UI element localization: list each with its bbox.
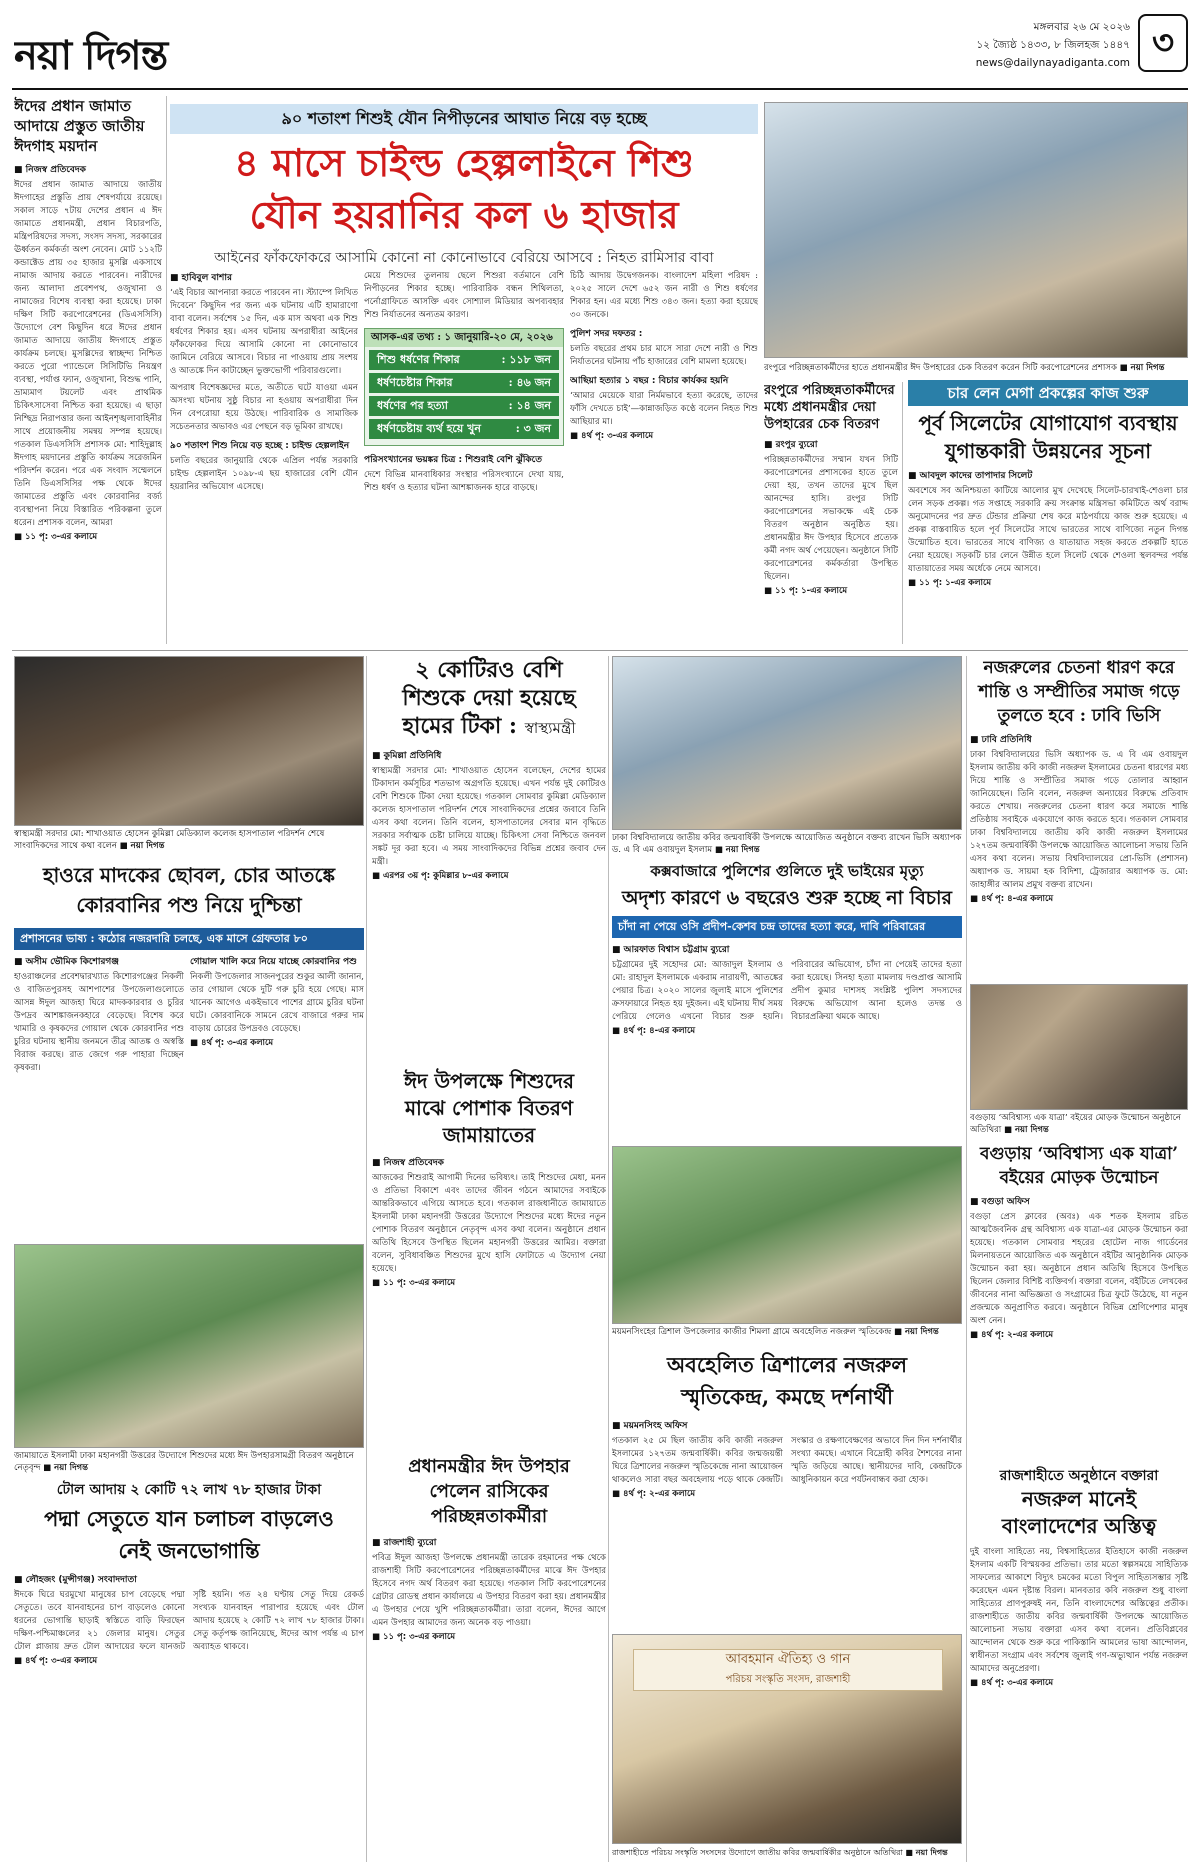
haor-inline-head: গোয়াল খালি করে নিয়ে যাচ্ছে কোরবানির পশু	[190, 957, 357, 967]
du-photo	[612, 656, 962, 830]
pm-gift-cont[interactable]: ■ ১১ পৃ: ৩-এর কলামে	[372, 1632, 456, 1642]
helpline-headline-2[interactable]: যৌন হয়রানির কল ৬ হাজার	[249, 192, 679, 237]
du-photo-caption	[612, 832, 962, 858]
rangpur-article	[764, 382, 898, 644]
four-lane-byline: ■ আবদুল কাদের তাপাদার সিলেট	[908, 471, 1033, 481]
stats-label: শিশু ধর্ষণের শিকার	[377, 353, 460, 366]
padma-headline-2[interactable]: নেই জনভোগান্তি	[118, 1538, 260, 1563]
stats-row	[369, 373, 559, 393]
eid-clothes-article	[372, 1068, 606, 1448]
police-byline: ■ আরফাত বিশ্বাস চট্টগ্রাম ব্যুরো	[612, 945, 730, 955]
four-lane-band: চার লেন মেগা প্রকল্পের কাজ শুরু	[908, 380, 1188, 406]
four-lane-article	[908, 468, 1188, 644]
jamaat-photo-caption	[14, 1450, 364, 1476]
nazrul-bd-headline-1[interactable]: নজরুল মানেই	[1021, 1487, 1137, 1511]
stats-value: : ৪৬ জন	[508, 376, 551, 389]
measles-headline-3[interactable]	[372, 712, 606, 742]
helpline-inline-head-1: ৯০ শতাংশ শিশু নিয়ে বড় হচ্ছে : চাইল্ড হেল্পলাইন	[170, 441, 350, 451]
caption-text: স্বাস্থ্যমন্ত্রী সরদার মো: শাখাওয়াত হোসেন কুমিল্লা মেডিক্যাল কলেজ হাসপাতাল পরিদর্শন শেষে সাংবাদিকদের সাথে কথা বলেন	[14, 829, 325, 851]
helpline-col-1	[170, 270, 358, 644]
measles-headline-tail: স্বাস্থ্যমন্ত্রী	[524, 719, 576, 737]
haor-cont[interactable]: ■ ৪র্থ পৃ: ৩-এর কলামে	[190, 1038, 274, 1048]
page-number: ৩	[1138, 14, 1188, 72]
eid-clothes-headline-3[interactable]: জামায়াতের	[442, 1123, 536, 1147]
rangpur-photo	[764, 102, 1188, 358]
rajshahi-photo-caption	[612, 1846, 962, 1860]
eid-jamaat-byline: ■ নিজস্ব প্রতিবেদক	[14, 165, 86, 175]
pm-gift-byline: ■ রাজশাহী ব্যুরো	[372, 1538, 437, 1548]
nazrul-center-photo-caption	[612, 1326, 962, 1340]
nazrul-du-body: ঢাকা বিশ্ববিদ্যালয়ের ভিসি অধ্যাপক ড. এ বি এম ওবায়দুল ইসলাম জাতীয় কবি কাজী নজরুল ইসলামের চেতনা ধারণের মধ্য দিয়ে শান্তি ও সম্প্রীতির সমাজ গড়ে তোলার আহ্বান জানিয়েছেন। তিনি বলেন, নজরুল অন্যায়ের বিরুদ্ধে প্রতিবাদ করতে শেখায়। নজরুলের চেতনা ধারণ করে সমাজে শান্তি প্রতিষ্ঠায় সবাইকে একযোগে কাজ করতে হবে। গতকাল সোমবার ঢাকা বিশ্ববিদ্যালয়ে জাতীয় কবি কাজী নজরুল ইসলামের ১২৭তম জন্মবার্ষিকী উপলক্ষে আয়োজিত আলোচনা সভায় তিনি এসব কথা বলেন। সভায় বিশ্ববিদ্যালয়ের প্রো-ভিসি (প্রশাসন) অধ্যাপক ড. সায়মা হক বিদিশা, ট্রেজারার অধ্যাপক ড. মো: জাহাঙ্গীর আলম প্রমুখ বক্তব্য রাখেন।	[970, 750, 1188, 890]
caption-credit: ■ নয়া দিগন্ত	[1119, 363, 1165, 373]
pm-gift-headline-3[interactable]: পরিচ্ছন্নতাকর্মীরা	[430, 1506, 548, 1527]
eid-clothes-body: আজকের শিশুরাই আগামী দিনের ভবিষ্যৎ। তাই শিশুদের মেধা, মনন ও প্রতিভা বিকাশে এবং তাদের জীবন গঠনে আমাদের সবাইকে আন্তরিকভাবে এগিয়ে আসতে হবে। গতকাল রাজধানীতে জামায়াতে ইসলামী ঢাকা মহানগরী উত্তরের উদ্যোগে শিশুদের মধ্যে ঈদের নতুন পোশাক বিতরণ অনুষ্ঠানে নেতৃবৃন্দ এসব কথা বলেন। অনুষ্ঠানে প্রধান অতিথি হিসেবে উপস্থিত ছিলেন মহানগরী উত্তরের আমির। বক্তারা বলেন, সুবিধাবঞ্চিত শিশুদের মুখে হাসি ফোটাতে এ উদ্যোগ নেয়া হয়েছে।	[372, 1173, 606, 1274]
caption-text: জামায়াতে ইসলামী ঢাকা মহানগরী উত্তরের উদ্যোগে শিশুদের মধ্যে ঈদ উপহারসামগ্রী বিতরণ অনুষ্ঠানে নেতৃবৃন্দ	[14, 1451, 354, 1473]
eid-jamaat-headline[interactable]: ঈদের প্রধান জামাত আদায়ে প্রস্তুত জাতীয় ঈদগাহ ময়দান	[14, 97, 145, 155]
nazrul-center-byline: ■ ময়মনসিংহ অফিস	[612, 1421, 688, 1431]
masthead-logo[interactable]	[14, 24, 254, 84]
stats-value: : ১১৮ জন	[501, 353, 551, 366]
bogura-body: বগুড়া প্রেস ক্লাবের (অবঃ) এক শতক ইসলাম রচিত আত্মজৈবনিক গ্রন্থ অবিশ্বাস্য এক যাত্রা-এর মোড়ক উন্মোচন করা হয়েছে। গতকাল সোমবার শহরের হোটেল নাজ গার্ডেনের মিলনায়তনে আয়োজিত এক অনুষ্ঠানে বইটির আনুষ্ঠানিক মোড়ক উন্মোচন করা হয়। অনুষ্ঠানে প্রধান অতিথি হিসেবে উপস্থিত ছিলেন জেলার বিশিষ্ট ব্যক্তিবর্গ। বক্তারা বলেন, বইটিতে লেখকের জীবনের নানা অভিজ্ঞতা ও সংগ্রামের চিত্র ফুটে উঠেছে, যা নতুন প্রজন্মকে অনুপ্রাণিত করবে। অনুষ্ঠানে বিভিন্ন শ্রেণিপেশার মানুষ অংশ নেন।	[970, 1212, 1188, 1326]
column-divider	[902, 382, 903, 644]
email[interactable]: news@dailynayadiganta.com	[975, 57, 1130, 69]
measles-body: স্বাস্থ্যমন্ত্রী সরদার মো: শাখাওয়াত হোসেন বলেছেন, দেশের হামের টিকাদান কর্মসূচির শতভাগ অগ্রগতি হয়েছে। এখন পর্যন্ত দুই কোটিরও বেশি শিশুকে টিকা দেয়া হয়েছে। গতকাল সোমবার কুমিল্লা মেডিক্যাল কলেজ হাসপাতাল পরিদর্শন শেষে সাংবাদিকদের প্রশ্নের জবাবে তিনি এসব কথা বলেন। তিনি বলেন, হাসপাতালের সেবার মান বৃদ্ধিতে সরকার সর্বাত্মক চেষ্টা চালিয়ে যাচ্ছে। চিকিৎসা সেবা নিশ্চিতে জনবল সঙ্কট দূর করা হবে। এ সময় সাংবাদিকদের বিভিন্ন প্রশ্নের জবাব দেন মন্ত্রী।	[372, 766, 606, 867]
stats-title: আসক-এর তথ্য : ১ জানুয়ারি-২০ মে, ২০২৬	[365, 329, 563, 347]
haor-col-2	[190, 954, 364, 1238]
caption-text: বগুড়ায় ‘অবিশ্বাস্য এক যাত্রা’ বইয়ের মোড়ক উন্মোচন অনুষ্ঠানে অতিথিরা	[970, 1113, 1181, 1135]
police-body: চট্টগ্রামের দুই সহোদর মো: আজাদুল ইসলাম ও মো: রাহাদুল ইসলামকে একরাম নারায়ণী, আতঙ্কের পেয়ার চিত্র। ২০২০ সালের জুলাই মাসে পুলিশের ক্রসফায়ারে নিহত হয় দুইজন। এই ঘটনায় দীর্ঘ সময় পেরিয়ে গেলেও এখনো বিচার শুরু হয়নি। পরিবারের অভিযোগ, চাঁদা না পেয়েই তাদের হত্যা করা হয়েছে। সিনহা হত্যা মামলায় দণ্ডপ্রাপ্ত আসামি প্রদীপ কুমার দাশসহ সংশ্লিষ্ট পুলিশ সদস্যদের বিরুদ্ধে অভিযোগ আনা হলেও তদন্ত ও বিচারপ্রক্রিয়া থমকে আছে।	[612, 960, 962, 1022]
padma-headline-1[interactable]: পদ্মা সেতুতে যান চলাচল বাড়লেও	[44, 1506, 334, 1531]
measles-cont[interactable]: ■ এরপর ৩য় পৃ: কুমিল্লার ৮-এর কলামে	[372, 871, 509, 881]
caption-credit: ■ নয়া দিগন্ত	[893, 1327, 939, 1337]
stats-row	[369, 350, 559, 370]
pm-gift-headline-1[interactable]: প্রধানমন্ত্রীর ঈদ উপহার	[408, 1456, 570, 1477]
caption-text: ময়মনসিংহের ত্রিশাল উপজেলার কাজীর শিমলা গ্রামে অবহেলিত নজরুল স্মৃতিকেন্দ্র	[612, 1327, 892, 1337]
nazrul-du-headline-2[interactable]: শান্তি ও সম্প্রীতির সমাজ গড়ে	[978, 682, 1180, 702]
four-lane-headline-1[interactable]: পূর্ব সিলেটের যোগাযোগ ব্যবস্থায়	[918, 411, 1178, 435]
nazrul-center-body: গতকাল ২৫ মে ছিল জাতীয় কবি কাজী নজরুল ইসলামের ১২৭তম জন্মবার্ষিকী। কবির জন্মজয়ন্তী ঘিরে ত্রিশালের নজরুল স্মৃতিকেন্দ্রে নানা আয়োজন থাকলেও সারা বছর অবহেলায় পড়ে থাকে কেন্দ্রটি। সংস্কার ও রক্ষণাবেক্ষণের অভাবে দিন দিন দর্শনার্থীর সংখ্যা কমছে। এখানে বিদ্রোহী কবির শৈশবের নানা স্মৃতি জড়িয়ে আছে। স্থানীয়দের দাবি, কেন্দ্রটিকে আধুনিকায়ন করে পর্যটনবান্ধব করা হোক।	[612, 1436, 962, 1485]
nazrul-bd-article	[970, 1466, 1188, 1860]
nazrul-bd-kicker: রাজশাহীতে অনুষ্ঠানে বক্তারা	[999, 1468, 1159, 1484]
haor-body-2: নিকলী উপজেলার সাজনপুরের শুকুর আলী জানান, তার গোয়াল থেকে দুটি গরু চুরি হয়ে গেছে। মাস খানেক আগেও একইভাবে পাশের গ্রামে চুরির ঘটনা ঘটে। কোরবানিকে সামনে রেখে বাজারে গরুর দাম বাড়ায় চোরের উপদ্রবও বেড়েছে।	[190, 972, 364, 1034]
police-article	[612, 942, 962, 1142]
masthead-rule	[12, 88, 1188, 90]
measles-headline-3-text: হামের টিকা :	[402, 713, 518, 739]
helpline-cont[interactable]: ■ ৪র্থ পৃ: ৩-এর কলামে	[570, 431, 654, 441]
column-divider	[166, 96, 167, 644]
pm-gift-headline-2[interactable]: পেলেন রাসিকের	[429, 1481, 549, 1502]
book-photo	[970, 984, 1188, 1110]
nazrul-center-headline-1[interactable]: অবহেলিত ত্রিশালের নজরুল	[666, 1352, 908, 1377]
nazrul-bd-headline-2[interactable]: বাংলাদেশের অস্তিত্ব	[1001, 1514, 1157, 1538]
four-lane-body: অবশেষে সব অনিশ্চয়তা কাটিয়ে আলোর মুখ দেখেছে সিলেট-চারখাই-শেওলা চার লেন সড়ক প্রকল্প। গত সপ্তাহে সরকারি ক্রয় সংক্রান্ত মন্ত্রিসভা কমিটিতে অর্থ বরাদ্দ অনুমোদনের পর দ্রুত টেন্ডার প্রক্রিয়া শেষ করে মাঠপর্যায়ে কাজ শুরু হয়েছে। এ প্রকল্প বাস্তবায়িত হলে পূর্ব সিলেটের সাথে ভারতের সাথে বাণিজ্যে নতুন দিগন্ত উন্মোচিত হবে। ভারতের সাথে বাণিজ্য ও যাতায়াত সহজ করতে প্রকল্পটি হাতে নেয়া হয়েছে। সড়কটি চার লেনে উন্নীত হলে সিলেট থেকে শেওলা স্থলবন্দর পর্যন্ত যাতায়াতের সময় অর্ধেকে নেমে আসবে।	[908, 486, 1188, 574]
banner-org: পরিচয় সংস্কৃতি সংসদ, রাজশাহী	[725, 1674, 851, 1685]
column-divider	[608, 656, 609, 1862]
helpline-body-4: মেয়ে শিশুদের তুলনায় ছেলে শিশুরা বর্তমানে বেশি নিপীড়নের শিকার হচ্ছে। পারিবারিক বন্ধন শিথিলতা, পর্নোগ্রাফিতে আসক্তি এবং সোশ্যাল মিডিয়ার অপব্যবহার শিশু নির্যাতনের অন্যতম কারণ।	[364, 271, 564, 320]
ask-stats-box	[364, 328, 564, 446]
caption-text: ঢাকা বিশ্ববিদ্যালয়ে জাতীয় কবির জন্মবার্ষিকী উপলক্ষে আয়োজিত অনুষ্ঠানে বক্তব্য রাখেন ভিসি অধ্যাপক ড. এ বি এম ওবায়দুল ইসলাম	[612, 833, 962, 855]
haor-band: প্রশাসনের ভাষ্য : কঠোর নজরদারি চলছে, এক মাসে গ্রেফতার ৮০	[14, 928, 364, 950]
four-lane-cont[interactable]: ■ ১১ পৃ: ১-এর কলামে	[908, 578, 992, 588]
stats-value: : ১৪ জন	[508, 399, 551, 412]
eid-clothes-cont[interactable]: ■ ১১ পৃ: ৩-এর কলামে	[372, 1278, 456, 1288]
helpline-body-7: চলতি বছরের প্রথম চার মাসে সারা দেশে নারী ও শিশু নির্যাতনের ঘটনায় পাঁচ হাজারের বেশি মামলা হয়েছে।	[570, 344, 758, 367]
jamaat-photo	[14, 1244, 364, 1448]
caption-credit: ■ নয়া দিগন্ত	[119, 841, 165, 851]
rangpur-cont[interactable]: ■ ১১ পৃ: ১-এর কলামে	[764, 586, 848, 596]
masthead-meta	[800, 18, 1130, 72]
padma-byline: ■ লৌহজং (মুন্সীগঞ্জ) সংবাদদাতা	[14, 1575, 137, 1585]
padma-article	[14, 1572, 364, 1862]
helpline-kicker: ৯০ শতাংশ শিশুই যৌন নিপীড়নের আঘাত নিয়ে বড় হচ্ছে	[170, 104, 758, 134]
eid-jamaat-body: ঈদের প্রধান জামাত আদায়ে জাতীয় ঈদগাহের প্রস্তুতি প্রায় শেষপর্যায়ে রয়েছে। সকাল সাড়ে ৭টায় দেশের প্রধান এ ঈদ জামাতে প্রধানমন্ত্রী, প্রধান বিচারপতি, মন্ত্রিপরিষদের সদস্য, সংসদ সদস্য, সরকারের ঊর্ধ্বতন কর্মকর্তা অংশ নেবেন। মোট ১১২টি কন্ডাক্টেড প্রায় ৩৫ হাজার মুসল্লি একসাথে নামাজ আদায় করতে পারবেন। নারীদের জন্য আলাদা প্রবেশপথ, ওজুখানা ও নামাজের বিশেষ ব্যবস্থা করা হয়েছে। ঢাকা দক্ষিণ সিটি করপোরেশনের (ডিএসসিসি) উদ্যোগে বেশ কিছুদিন ধরে ঈদের প্রধান জামাত আদায়ে জাতীয় ঈদগাহে প্রস্তুত কার্যক্রম চলছে। মুসল্লিদের স্বাচ্ছন্দ্য নিশ্চিত করতে পুরো প্যান্ডেলে সিসিটিভি নিয়ন্ত্রণ ব্যবস্থা, পর্যাপ্ত ফ্যান, ওজুখানা, বিশুদ্ধ পানি, ভ্রাম্যমাণ টয়লেট এবং প্রাথমিক চিকিৎসাসেবা নিশ্চিত করা হয়েছে। এ ছাড়া নিশ্ছিদ্র নিরাপত্তার জন্য আইনশৃঙ্খলাবাহিনীর সাথে প্রয়োজনীয় সমন্বয় সম্পন্ন হয়েছে। গতকাল ডিএসসিসি প্রশাসক মো: শাহিদুল্লাহ ঈদগাহ ময়দানের প্রস্তুতি কার্যক্রম সরেজমিন পরিদর্শন করেন। পরে এক সংবাদ সম্মেলনে তিনি ডিএসসিসির পক্ষ থেকে ঈদের জামাতের প্রস্তুতি এবং কোরবানির বর্জ্য ব্যবস্থাপনা নিয়ে বিস্তারিত পরিকল্পনা তুলে ধরেন। প্রশাসক বলেন, আমরা	[14, 180, 162, 528]
padma-cont[interactable]: ■ ৪র্থ পৃ: ৩-এর কলামে	[14, 1656, 98, 1666]
measles-byline: ■ কুমিল্লা প্রতিনিধি	[372, 751, 442, 761]
helpline-subhead: আইনের ফাঁকফোকরে আসামি কোনো না কোনোভাবে বেরিয়ে আসবে : নিহত রামিসার বাবা	[214, 250, 714, 266]
pm-gift-article	[372, 1454, 606, 1862]
nazrul-du-cont[interactable]: ■ ৪র্থ পৃ: ৪-এর কলামে	[970, 894, 1054, 904]
rangpur-photo-caption	[764, 362, 1188, 376]
nazrul-du-headline-3[interactable]	[970, 704, 1188, 728]
measles-headline-1[interactable]: ২ কোটিরও বেশি	[415, 657, 563, 683]
caption-text: রাজশাহীতে পরিচয় সংস্কৃতি সংসদের উদ্যোগে জাতীয় কবির জন্মবার্ষিকীর অনুষ্ঠানে অতিথিরা	[612, 1848, 903, 1857]
comilla-photo-caption	[14, 828, 364, 854]
date-line-1: মঙ্গলবার ২৬ মে ২০২৬	[1033, 21, 1130, 33]
measles-headline-2[interactable]: শিশুকে দেয়া হয়েছে	[402, 685, 576, 711]
rajshahi-photo	[612, 1634, 962, 1844]
eid-clothes-byline: ■ নিজস্ব প্রতিবেদক	[372, 1158, 444, 1168]
caption-credit: ■ নয়া দিগন্ত	[43, 1463, 88, 1473]
rangpur-headline[interactable]: রংপুরে পরিচ্ছন্নতাকর্মীদের মধ্যে প্রধানমন্ত্রীর দেয়া উপহারের চেক বিতরণ	[764, 383, 895, 432]
helpline-body-1: ‘এই বিচার আপনারা করতে পারবেন না। স্ট্যাম্পে লিখিত দিবেনে’ কিছুদিন পর জন্য এক ঘটনায় এটি হামারাণো বাবা বলেন। সর্বশেষ ১৫ দিন, এক মাস অথবা এক শিশু ধর্ষণের শিকার হয়। এসব ঘটনায় অপরাধীরা আইনের ফাঁকফোকর দিয়ে আসামি কোনো না কোনোভাবে জামিনে বেরিয়ে আসবে। বিচার না পাওয়ায় প্রায় সংশয় ও আতঙ্কে দিন কাটাচ্ছেন ভুক্তভোগী পরিবারগুলো।	[170, 288, 358, 376]
measles-article	[372, 656, 606, 1060]
helpline-byline: ■ হাবিবুল বাশার	[170, 273, 232, 283]
haor-body: হাওরাঞ্চলের প্রবেশদ্বারখ্যাত কিশোরগঞ্জের নিকলী ও বাজিতপুরসহ আশপাশের উপজেলাগুলোতে আসন্ন ঈদুল আজহা ঘিরে মাদককারবার ও চুরির উপদ্রব আশঙ্কাজনকহারে বেড়েছে। বিশেষ করে খামারি ও কৃষকদের গোয়াল থেকে কোরবানির পশু চুরির ঘটনায় স্থানীয় জনমনে তীব্র আতঙ্ক ও অস্বস্তি বিরাজ করছে। রাত জেগে গরু পাহারা দিচ্ছেন কৃষকরা।	[14, 972, 184, 1073]
stats-label: ধর্ষণচেষ্টার শিকার	[377, 376, 453, 389]
rangpur-byline: ■ রংপুর ব্যুরো	[764, 440, 818, 450]
eid-clothes-headline-2[interactable]: মাঝে পোশাক বিতরণ	[404, 1096, 574, 1120]
column-divider	[966, 656, 967, 1862]
helpline-body-3: চলতি বছরের জানুয়ারি থেকে এপ্রিল পর্যন্ত সরকারি চাইল্ড হেল্পলাইন ১০৯৮-এ ছয় হাজারের বেশি যৌন হয়রানির অভিযোগ এসেছে।	[170, 456, 358, 492]
helpline-inline-head-3: পুলিশ সদর দফতর :	[570, 329, 643, 339]
helpline-headline-1[interactable]: ৪ মাসে চাইল্ড হেল্পলাইনে শিশু	[234, 140, 694, 185]
caption-credit: ■ নয়া দিগন্ত	[714, 845, 760, 855]
nazrul-center-article	[612, 1418, 962, 1630]
section-divider	[12, 650, 1188, 651]
stats-label: ধর্ষণের পর হত্যা	[377, 399, 448, 412]
nazrul-center-headline-2[interactable]: স্মৃতিকেন্দ্র, কমছে দর্শনার্থী	[680, 1384, 894, 1409]
nazrul-center-photo	[612, 1146, 962, 1324]
bogura-byline: ■ বগুড়া অফিস	[970, 1197, 1030, 1207]
caption-credit: ■ নয়া দিগন্ত	[905, 1847, 948, 1857]
nazrul-bd-cont[interactable]: ■ ৪র্থ পৃ: ৩-এর কলামে	[970, 1678, 1054, 1688]
logo-text: নয়া দিগন্ত	[14, 32, 168, 79]
haor-headline[interactable]: হাওরে মাদকের ছোবল, চোর আতঙ্কে কোরবানির পশু নিয়ে দুশ্চিন্তা	[43, 863, 335, 917]
helpline-inline-head-2: পরিসংখ্যানের ভয়ঙ্কর চিত্র : শিশুরাই বেশি ঝুঁকিতে	[364, 455, 543, 465]
four-lane-headline-2[interactable]: যুগান্তকারী উন্নয়নের সূচনা	[944, 439, 1152, 463]
stats-value: : ৩ জন	[515, 422, 551, 435]
rangpur-body: পরিচ্ছন্নতাকর্মীদের সম্মান যখন সিটি করপোরেশনের প্রশাসকের হাতে তুলে দেয়া হয়, তখন তাদের মুখে ছিল আনন্দের হাসি। রংপুর সিটি করপোরেশনের সভাকক্ষে এই চেক বিতরণ অনুষ্ঠান অনুষ্ঠিত হয়। প্রধানমন্ত্রীর ঈদ উপহার হিসেবে প্রত্যেক কর্মী নগদ অর্থ পেয়েছেন। অনুষ্ঠানে সিটি করপোরেশনের কর্মকর্তারা উপস্থিত ছিলেন।	[764, 455, 898, 582]
stats-row	[369, 396, 559, 416]
bogura-book-article	[970, 1142, 1188, 1458]
bogura-cont[interactable]: ■ ৪র্থ পৃ: ২-এর কলামে	[970, 1330, 1054, 1340]
eid-jamaat-cont[interactable]: ■ ১১ পৃ: ৩-এর কলামে	[14, 532, 98, 542]
event-banner	[633, 1649, 943, 1691]
helpline-body-2: অপরাধ বিশেষজ্ঞদের মতে, অতীতে ঘটে যাওয়া এমন অসংখ্য ঘটনায় সুষ্ঠু বিচার না হওয়ায় অপরাধীরা দিন দিন বেপরোয়া হয়ে উঠছে। পারিবারিক ও সামাজিক সচেতনতার অভাবও এর পেছনে বড় ভূমিকা রাখছে।	[170, 383, 358, 432]
nazrul-du-headline-tail: ঢাবি ভিসি	[1091, 706, 1161, 726]
nazrul-du-byline: ■ ঢাবি প্রতিনিধি	[970, 735, 1032, 745]
padma-body: ঈদকে ঘিরে ঘরমুখো মানুষের চাপ বেড়েছে পদ্মা সেতুতে। তবে যানবাহনের চাপ বাড়লেও কোনো ধরনের ভোগান্তি ছাড়াই স্বস্তিতে বাড়ি ফিরছেন দক্ষিণ-পশ্চিমাঞ্চলের ২১ জেলার মানুষ। সেতুর টোল প্লাজায় দ্রুত টোল আদায়ের ফলে যানজট সৃষ্টি হয়নি। গত ২৪ ঘণ্টায় সেতু দিয়ে রেকর্ড সংখ্যক যানবাহন পারাপার হয়েছে এবং টোল আদায় হয়েছে ২ কোটি ৭২ লাখ ৭৮ হাজার টাকা। সেতু কর্তৃপক্ষ জানিয়েছে, ঈদের আগ পর্যন্ত এ চাপ অব্যাহত থাকবে।	[14, 1590, 364, 1652]
police-cont[interactable]: ■ ৪র্থ পৃ: ৪-এর কলামে	[612, 1026, 696, 1036]
padma-kicker: টোল আদায় ২ কোটি ৭২ লাখ ৭৮ হাজার টাকা	[56, 1482, 322, 1498]
helpline-inline-head-4: আছিয়া হত্যার ১ বছর : বিচার কার্যকর হয়নি	[570, 376, 729, 386]
helpline-body-8: ‘আমার মেয়েকে যারা নির্মমভাবে হত্যা করেছে, তাদের ফাঁসি দেখতে চাই’—কান্নাজড়িত কণ্ঠে বলেন নিহত শিশু আছিয়ার মা।	[570, 391, 758, 427]
stats-label: ধর্ষণচেষ্টায় ব্যর্থ হয়ে খুন	[377, 422, 481, 435]
haor-byline: ■ অসীম ভৌমিক কিশোরগঞ্জ	[14, 957, 119, 967]
comilla-photo	[14, 656, 364, 826]
helpline-body-5: দেশে বিভিন্ন মানবাধিকার সংস্থার পরিসংখ্যানে দেখা যায়, শিশু ধর্ষণ ও হত্যার ঘটনা আশঙ্কাজনক হারে বাড়ছে।	[364, 470, 564, 493]
police-headline-2[interactable]: অদৃশ্য কারণে ৬ বছরেও শুরু হচ্ছে না বিচার	[622, 887, 952, 909]
caption-credit: ■ নয়া দিগন্ত	[1003, 1125, 1049, 1135]
police-band: চাঁদা না পেয়ে ওসি প্রদীপ-কেশব চন্দ্র তাদের হত্যা করে, দাবি পরিবারের	[612, 916, 962, 938]
eid-clothes-headline-1[interactable]: ঈদ উপলক্ষে শিশুদের	[403, 1069, 575, 1093]
nazrul-du-headline-1[interactable]: নজরুলের চেতনা ধারণ করে	[983, 658, 1175, 678]
helpline-col-3	[570, 270, 758, 644]
book-photo-caption	[970, 1112, 1188, 1138]
haor-col-1	[14, 954, 184, 1238]
helpline-col-2	[364, 270, 564, 644]
nazrul-center-cont[interactable]: ■ ৪র্থ পৃ: ২-এর কলামে	[612, 1489, 696, 1499]
bogura-headline-2[interactable]: বইয়ের মোড়ক উন্মোচন	[999, 1168, 1159, 1188]
nazrul-du-article	[970, 656, 1188, 980]
stats-row	[369, 419, 559, 439]
eid-jamaat-article	[14, 96, 162, 652]
caption-text: রংপুরে পরিচ্ছন্নতাকর্মীদের হাতে প্রধানমন্ত্রীর ঈদ উপহারের চেক বিতরণ করেন সিটি করপোরেশনের প্রশাসক	[764, 363, 1117, 373]
pm-gift-body: পবিত্র ঈদুল আজহা উপলক্ষে প্রধানমন্ত্রী তারেক রহমানের পক্ষ থেকে রাজশাহী সিটি করপোরেশনের পরিচ্ছন্নতাকর্মীদের মাঝে ঈদ উপহার হিসেবে নগদ অর্থ বিতরণ করা হয়েছে। গতকাল সিটি করপোরেশনের গ্রেটার রোডস্থ প্রধান কার্যালয়ে এ উপহার বিতরণ করা হয়। প্রধানমন্ত্রীর এ উপহার পেয়ে খুশি পরিচ্ছন্নতাকর্মীরা। তারা বলেন, ঈদের আগে এমন উপহার আমাদের জন্য অনেক বড় পাওয়া।	[372, 1553, 606, 1628]
bogura-headline-1[interactable]: বগুড়ায় ‘অবিশ্বাস্য এক যাত্রা’	[979, 1144, 1179, 1164]
police-headline-1[interactable]: কক্সবাজারে পুলিশের গুলিতে দুই ভাইয়ের মৃত্যু	[650, 862, 924, 880]
banner-title: আবহমান ঐতিহ্য ও গান	[725, 1652, 851, 1667]
date-line-2: ১২ জ্যৈষ্ঠ ১৪৩৩, ৮ জিলহজ ১৪৪৭	[976, 39, 1130, 51]
helpline-body-6: চিঠি আদায় উদ্বেগজনক। বাংলাদেশ মহিলা পরিষদ : ২০২৫ সালে দেশে ৬৫২ জন নারী ও শিশু ধর্ষণের শিকার হন। এর মধ্যে শিশু ৩৪৩ জন। হত্যা করা হয়েছে ৩০ জনকে।	[570, 271, 758, 320]
nazrul-bd-body: দুই বাংলা সাহিত্যে নয়, বিশ্বসাহিত্যের ইতিহাসে কাজী নজরুল ইসলাম একটি বিস্ময়কর প্রতিভা। তার মতো স্বল্পসময়ে সাহিত্যিক সাফল্যের আকাশে বিদ্যুৎ চমকের মতো বিপুল সাহিত্যসম্ভার সৃষ্টি করেছেন এমন দৃষ্টান্ত বিরল। মানবতার কবি নজরুল শুধু বাংলা সাহিত্যের প্রাণপুরুষই নন, তিনি বাংলাদেশের অস্তিত্বের প্রতীক। রাজশাহীতে জাতীয় কবির জন্মবার্ষিকী উপলক্ষে আয়োজিত আলোচনা সভায় বক্তারা এসব কথা বলেন। প্রতিবিপ্লবের আন্দোলন থেকে শুরু করে পাকিস্তানি আমলের ভাষা আন্দোলন, স্বাধীনতা সংগ্রাম এবং সর্বশেষ জুলাই গণ-অভ্যুত্থান পর্যন্ত নজরুল আমাদের অনুপ্রেরণা।	[970, 1547, 1188, 1674]
column-divider	[366, 656, 367, 1862]
nazrul-du-headline-3-text: তুলতে হবে :	[997, 706, 1086, 726]
